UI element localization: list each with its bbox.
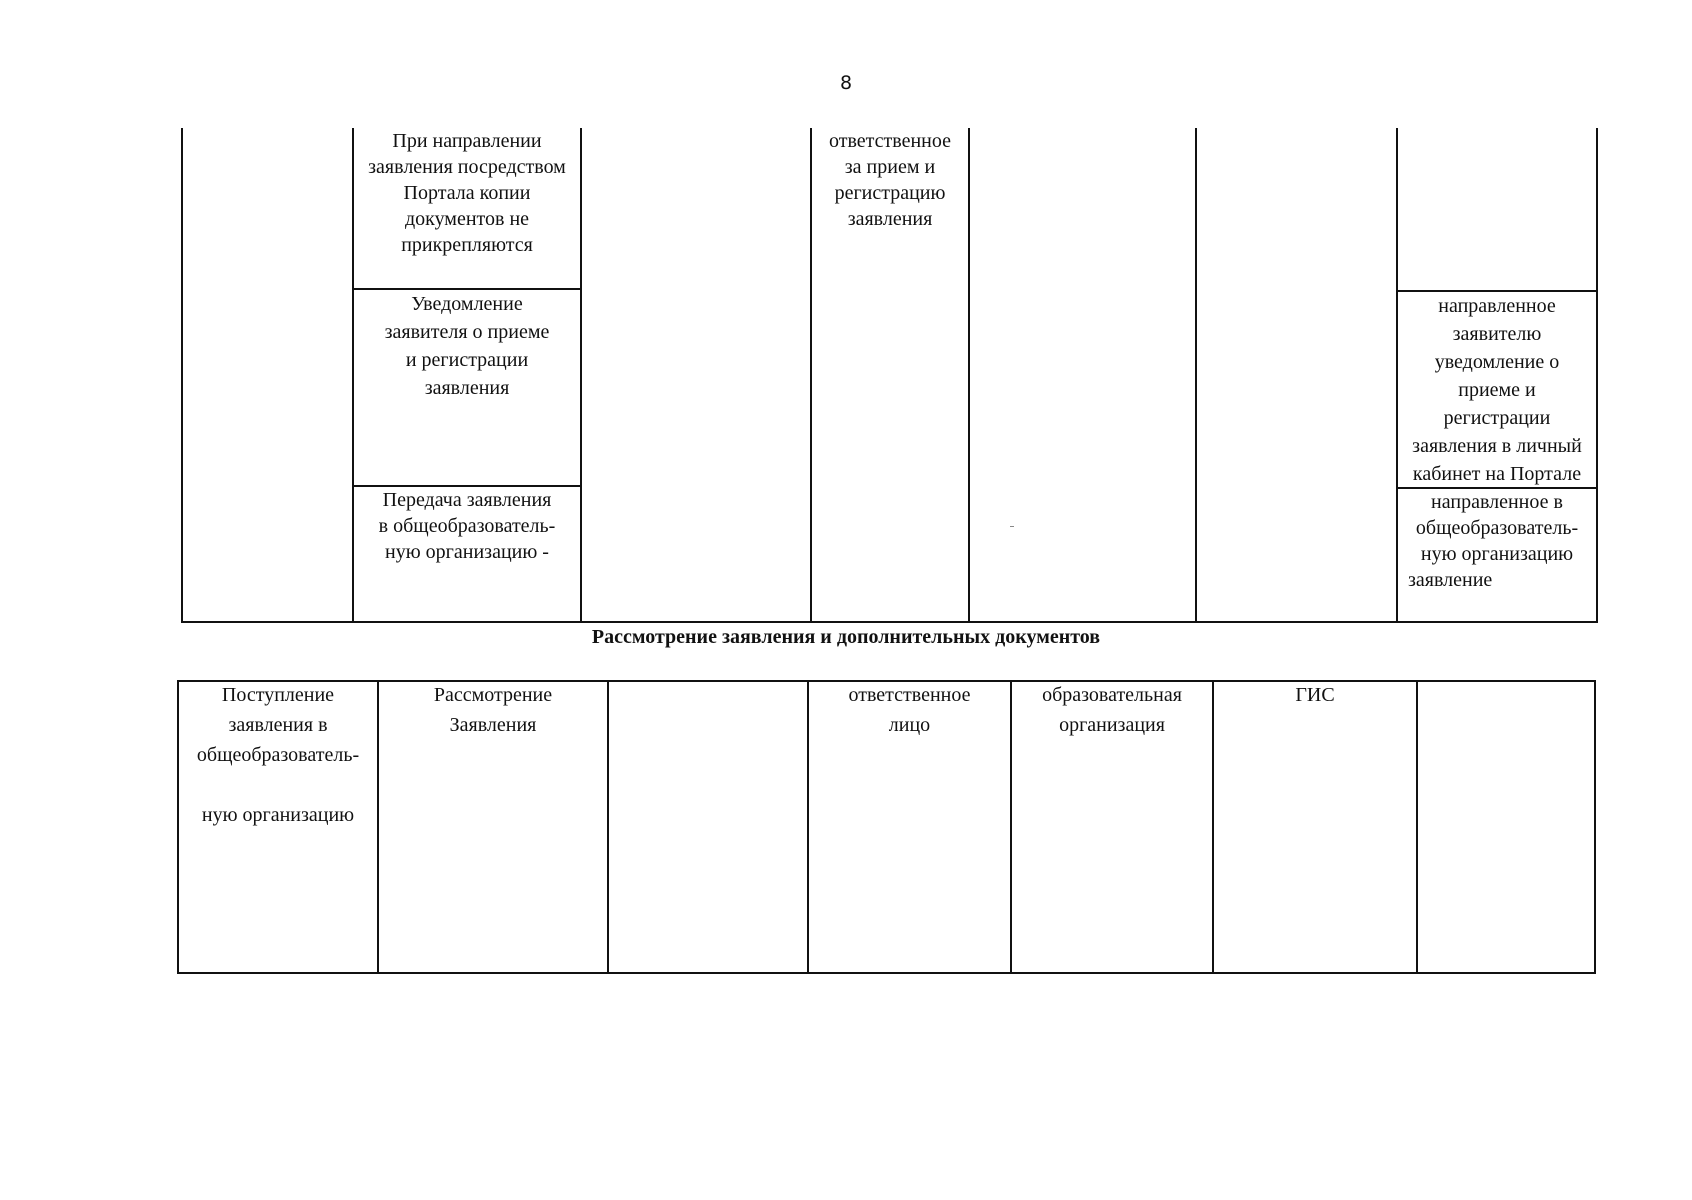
cell-line: образовательная xyxy=(1042,684,1182,706)
cell-line: лицо xyxy=(888,714,931,736)
cell-line: Уведомление xyxy=(411,293,523,315)
cell-line: ную организацию xyxy=(1420,543,1574,565)
cell-line: общеобразователь- xyxy=(1415,517,1579,539)
cell-line: Поступление xyxy=(221,684,335,706)
cell-line: заявления xyxy=(424,377,510,399)
cell-line: кабинет на Портале xyxy=(1412,463,1582,485)
section-title: Рассмотрение заявления и дополнительных документов xyxy=(591,626,1101,648)
cell-line: организация xyxy=(1059,714,1165,736)
table1-divider-5 xyxy=(1195,128,1197,623)
cell-line: прикрепляются xyxy=(401,234,533,256)
page-number: 8 xyxy=(839,72,853,94)
table1-border-left xyxy=(181,128,183,623)
cell-line: заявления в xyxy=(228,714,328,736)
cell-line: заявителю xyxy=(1452,323,1542,345)
cell-line: регистрацию xyxy=(834,182,946,204)
table2-border-bottom xyxy=(177,972,1595,974)
cell-line: Портала копии xyxy=(403,182,531,204)
table2-cell-review xyxy=(379,680,607,740)
table2-cell-gis xyxy=(1214,680,1416,710)
cell-line: ГИС xyxy=(1295,684,1335,706)
cell-line: ную организацию - xyxy=(385,541,549,563)
cell-line: и регистрации xyxy=(405,349,529,371)
cell-line: ответственное xyxy=(848,684,971,706)
cell-line: регистрации xyxy=(1443,407,1551,429)
cell-line-blank xyxy=(183,770,373,800)
table2-cell-receipt xyxy=(179,680,377,830)
table2-divider-6 xyxy=(1416,680,1418,974)
table2-divider-2 xyxy=(607,680,609,974)
cell-line: ответственное xyxy=(828,130,951,152)
cell-line: заявление xyxy=(1408,569,1493,591)
cell-line: в общеобразователь- xyxy=(378,515,556,537)
cell-line: общеобразователь- xyxy=(196,744,360,766)
table1-cell-portal-note xyxy=(354,128,580,258)
cell-line: приеме и xyxy=(1458,379,1536,401)
table1-cell-responsible xyxy=(812,128,968,232)
cell-line: направленное в xyxy=(1431,491,1563,513)
cell-line: Заявления xyxy=(449,714,537,736)
cell-line: заявителя о приеме xyxy=(384,321,550,343)
table1-divider-4 xyxy=(968,128,970,623)
cell-line: При направлении xyxy=(392,130,542,152)
table1-cell-sent-application xyxy=(1398,489,1596,593)
table2-cell-responsible xyxy=(809,680,1010,740)
cell-line: направленное xyxy=(1438,295,1556,317)
cell-line: Передача заявления xyxy=(382,489,552,511)
cell-line: уведомление о xyxy=(1434,351,1560,373)
cell-line: Рассмотрение xyxy=(433,684,553,706)
cell-line: заявления посредством xyxy=(368,156,566,178)
table1-border-right xyxy=(1596,128,1598,623)
table1-cell-notification xyxy=(354,290,580,402)
cell-line: документов не xyxy=(404,208,530,230)
table1-cell-sent-notification xyxy=(1398,292,1596,488)
table2-cell-organization xyxy=(1012,680,1212,740)
cell-line: заявления xyxy=(847,208,933,230)
cell-line: ную организацию xyxy=(201,804,355,826)
table1-cell-transfer xyxy=(354,487,580,565)
table2-border-right xyxy=(1594,680,1596,974)
table1-divider-2 xyxy=(580,128,582,623)
cell-line: за прием и xyxy=(844,156,936,178)
scan-speck xyxy=(1010,526,1014,527)
table1-border-bottom xyxy=(181,621,1598,623)
table2-divider-5 xyxy=(1212,680,1214,974)
cell-line: заявления в личный xyxy=(1412,435,1582,457)
